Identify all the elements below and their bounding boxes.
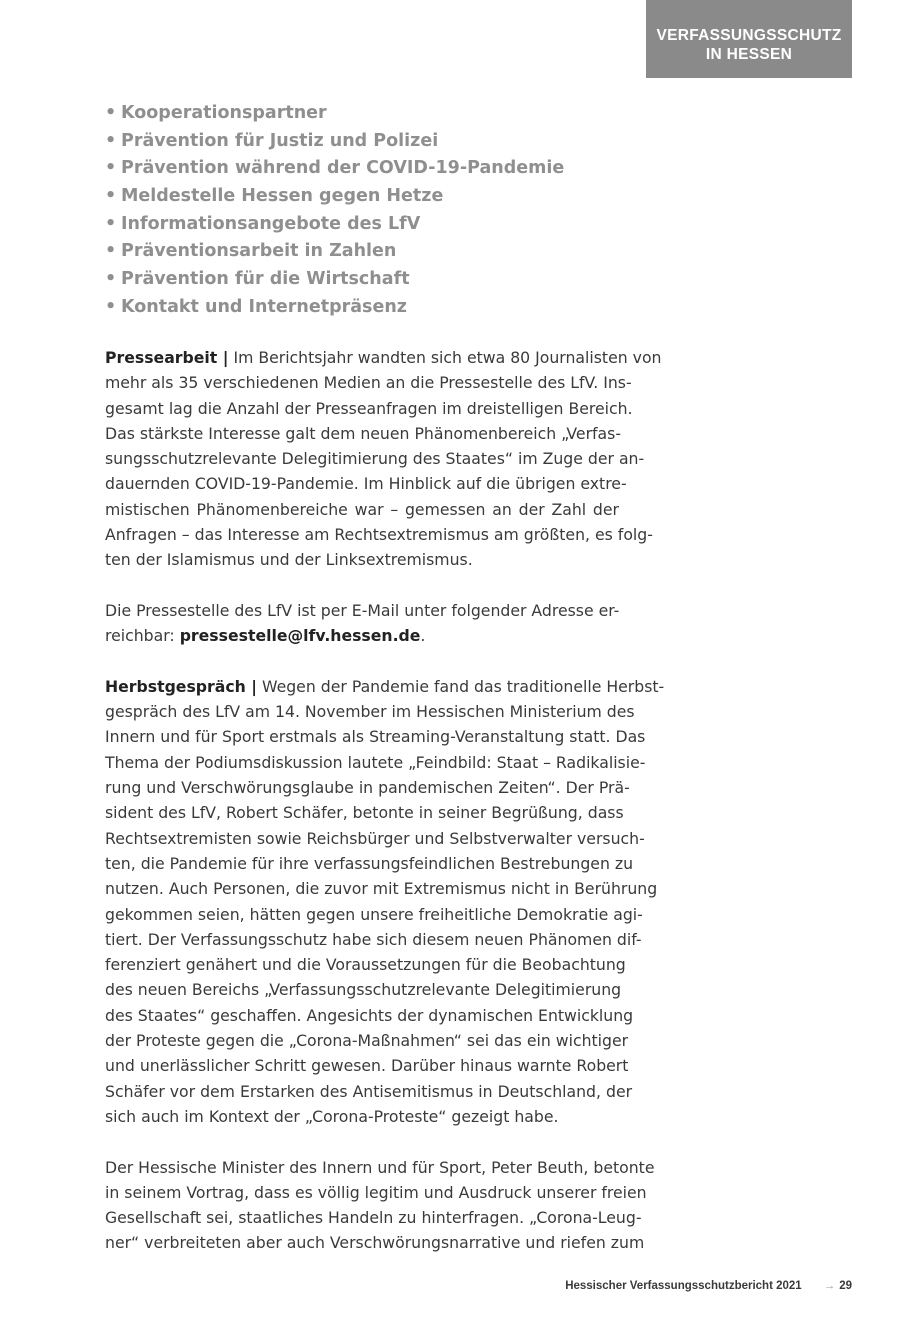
press-email-link[interactable]: pressestelle@lfv.hessen.de — [179, 626, 421, 646]
minister-paragraph: Der Hessische Minister des Innern und für Sport, Peter Beuth, betonte in seinem Vortrag, dass es völlig legitim und Ausdruck unserer freien Gesellschaft sei, staatliches Handeln zu hinterfragen. „Corona-Leug- ner“ verbreiteten aber auch Verschwörungsnarrative und riefen zum — [105, 1157, 655, 1253]
bullet-icon: • — [105, 158, 117, 179]
topic-list-item: • Prävention für Justiz und Polizei — [105, 128, 564, 156]
pressearbeit-term: Pressearbeit | — [105, 348, 229, 367]
pressearbeit-paragraph: Pressearbeit | Im Berichtsjahr wandten sich etwa 80 Journalisten von mehr als 35 verschiedenen Medien an die Pressestelle des LfV. Ins- gesamt lag die Anzahl der Presseanfragen im dreistelligen Bereich. Das stärkste Interesse galt dem neuen Phänomenbereich „Verfas- sungsschutzrelevante Delegitimierung des Staates“ im Zuge der an- dauernden COVID-19-Pandemie. Im Hinblick auf die übrigen extre- mistischen Phänomenbereiche war – gemessen an der Zahl der Anfragen – das Interesse am Rechtsextremismus am größten, es folg- ten der Islamismus und der Linksextremismus. — [105, 348, 662, 570]
section-tab-line1: VERFASSUNGSSCHUTZ — [656, 27, 842, 44]
bullet-icon: • — [105, 213, 117, 234]
bullet-icon: • — [105, 103, 117, 123]
bullet-icon: • — [105, 186, 117, 207]
bullet-icon: • — [105, 269, 117, 290]
topic-list-item: • Informationsangebote des LfV — [105, 211, 564, 239]
page-number: 29 — [839, 1280, 852, 1292]
body-text — [105, 345, 665, 1256]
page-footer — [460, 1280, 852, 1298]
section-tab-line2: IN HESSEN — [705, 46, 793, 63]
topic-list-item: • Kontakt und Internetpräsenz — [105, 294, 564, 322]
section-tab — [646, 0, 852, 78]
bullet-icon: • — [105, 296, 117, 317]
arrow-right-icon: → — [823, 1280, 836, 1292]
contact-paragraph: Die Pressestelle des LfV ist per E-Mail unter folgender Adresse er- reichbar: pressestelle@lfv.hessen.de. — [105, 600, 620, 646]
topic-list-item: • Kooperationspartner — [105, 100, 564, 128]
topic-list — [105, 100, 564, 322]
topic-list-item: • Prävention während der COVID-19-Pandemie — [105, 155, 564, 183]
herbstgespraech-paragraph: Herbstgespräch | Wegen der Pandemie fand das traditionelle Herbst- gespräch des LfV am 14. November im Hessischen Ministerium des Innern und für Sport erstmals als Streaming-Veranstaltung statt. Das Thema der Podiumsdiskussion lautete „Feindbild: Staat – Radikalisie- rung und Verschwörungsglaube in pandemischen Zeiten“. Der Prä- sident des LfV, Robert Schäfer, betonte in seiner Begrüßung, dass Rechtsextremisten sowie Reichsbürger und Selbstverwalter versuch- ten, die Pandemie für ihre verfassungsfeindlichen Bestrebungen zu nutzen. Auch Personen, die zuvor mit Extremismus nicht in Berührung gekommen seien, hätten gegen unsere freiheitliche Demokratie agi- tiert. Der Verfassungsschutz habe sich diesem neuen Phänomen dif- ferenziert genähert und die Voraussetzungen für die Beobachtung des neuen Bereichs „Verfassungsschutzrelevante Delegitimierung des Staates“ geschaffen. Angesichts der dynamischen Entwicklung der Proteste gegen die „Corona-Maßnahmen“ sei das ein wichtiger und unerlässlicher Schritt gewesen. Darüber hinaus warnte Robert Schäfer vor dem Erstarken des Antisemitismus in Deutschland, der sich auch im Kontext der „Corona-Proteste“ gezeigt habe. — [105, 676, 665, 1126]
footer-title: Hessischer Verfassungsschutzbericht 2021 — [565, 1280, 802, 1292]
bullet-icon: • — [105, 130, 117, 151]
topic-list-item: • Prävention für die Wirtschaft — [105, 266, 564, 294]
topic-list-item: • Meldestelle Hessen gegen Hetze — [105, 183, 564, 211]
herbstgespraech-term: Herbstgespräch | — [105, 676, 257, 696]
bullet-icon: • — [105, 241, 117, 262]
topic-list-item: • Präventionsarbeit in Zahlen — [105, 238, 564, 266]
